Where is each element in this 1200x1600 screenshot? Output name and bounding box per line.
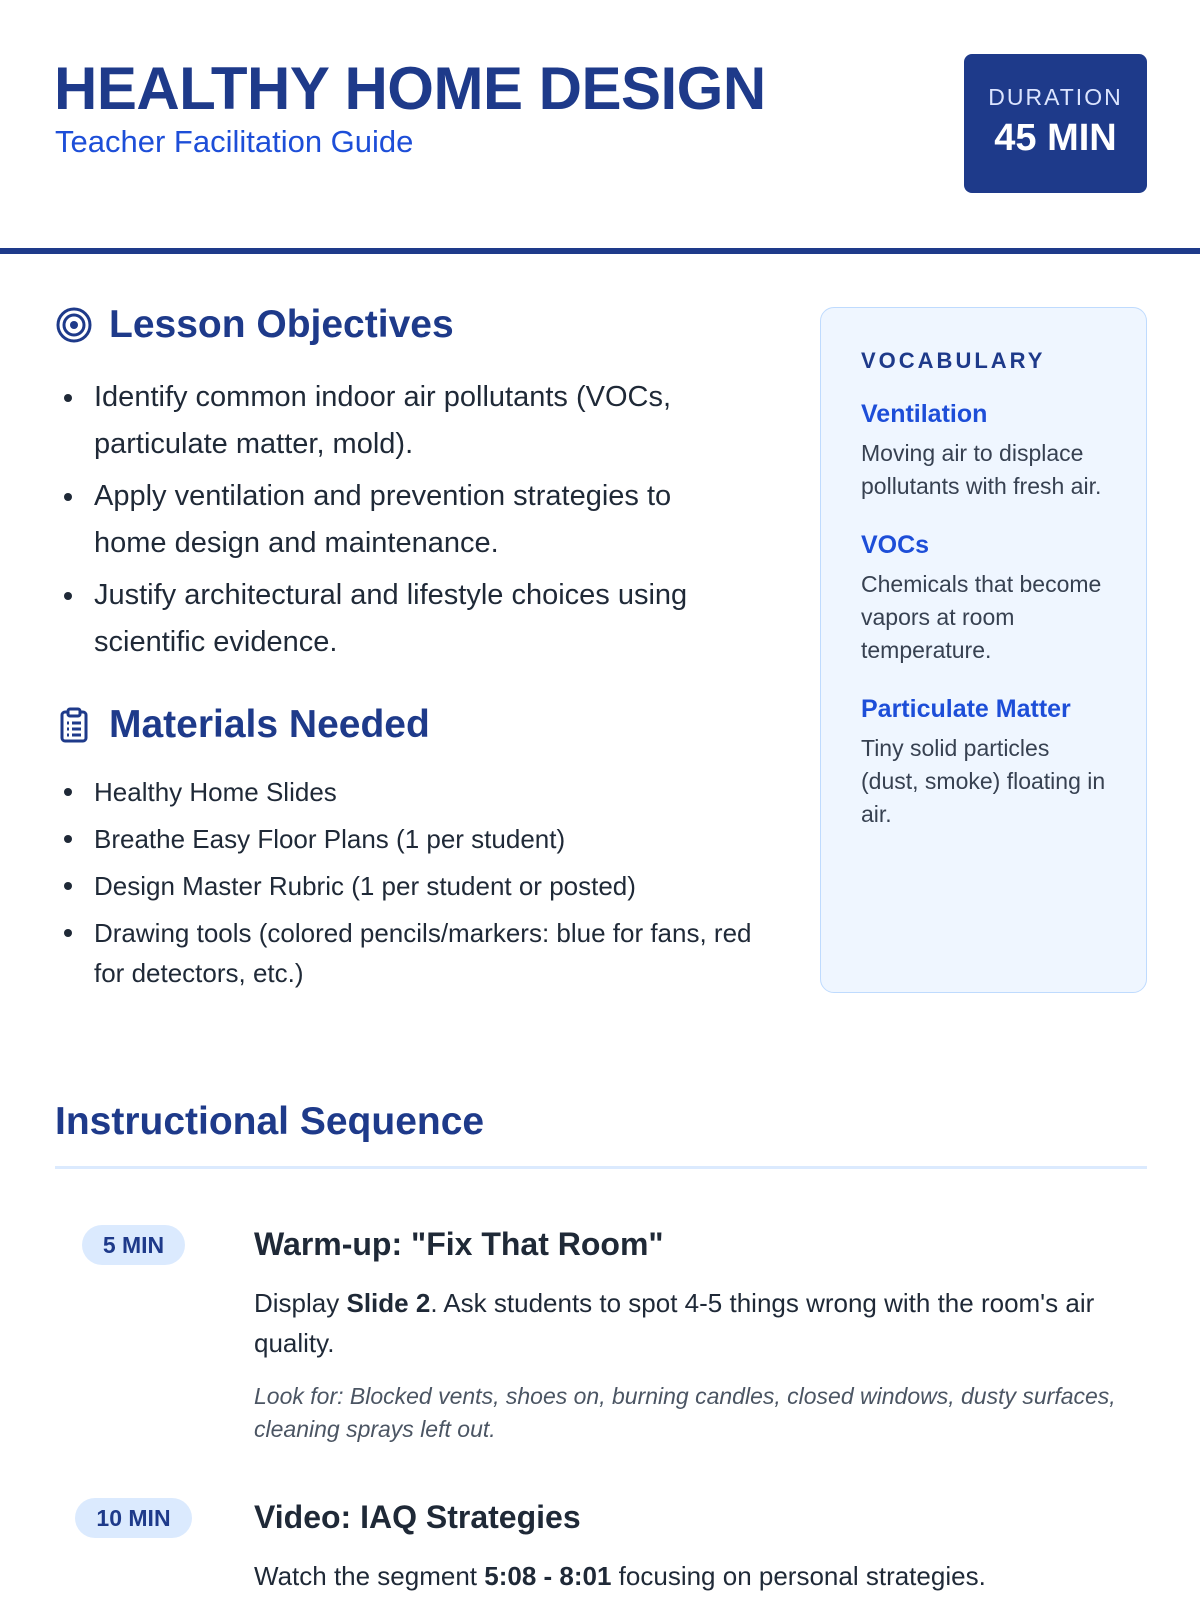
- vocab-term: Ventilation: [861, 400, 988, 428]
- vocab-term: VOCs: [861, 531, 930, 559]
- vocabulary-heading: VOCABULARY: [861, 348, 1046, 373]
- page-subtitle: Teacher Facilitation Guide: [55, 124, 414, 159]
- material-item: Breathe Easy Floor Plans (1 per student): [64, 819, 754, 859]
- vocabulary-panel: [820, 307, 1147, 993]
- step-title: Video: IAQ Strategies: [254, 1499, 581, 1535]
- step-note: Look for: Blocked vents, shoes on, burning candles, closed windows, dusty surfaces, cleaning sprays left out.: [254, 1383, 1116, 1442]
- materials-heading: [55, 703, 430, 747]
- duration-label: DURATION: [988, 84, 1123, 110]
- objectives-list: [64, 374, 744, 671]
- vocab-definition: Chemicals that become vapors at room temperature.: [861, 571, 1102, 663]
- step-title: Warm-up: "Fix That Room": [254, 1226, 664, 1262]
- page-header: [0, 0, 1200, 254]
- duration-value: 45 MIN: [994, 117, 1117, 159]
- vocab-term: Particulate Matter: [861, 695, 1071, 723]
- vocab-definition: Moving air to displace pollutants with fresh air.: [861, 440, 1102, 499]
- sequence-heading: Instructional Sequence: [55, 1100, 485, 1143]
- clipboard-icon: [55, 706, 93, 744]
- objective-item: Justify architectural and lifestyle choices using scientific evidence.: [64, 572, 744, 666]
- step-description: Watch the segment 5:08 - 8:01 focusing on personal strategies.: [254, 1561, 986, 1591]
- step-duration-badge: 5 MIN: [82, 1225, 185, 1265]
- target-icon: [55, 306, 93, 344]
- objective-item: Apply ventilation and prevention strategies to home design and maintenance.: [64, 473, 744, 567]
- material-item: Design Master Rubric (1 per student or posted): [64, 866, 754, 906]
- objectives-heading: [55, 303, 454, 347]
- page-title: HEALTHY HOME DESIGN: [54, 55, 766, 122]
- step-duration-badge: 10 MIN: [75, 1498, 192, 1538]
- sequence-divider: [55, 1166, 1147, 1169]
- materials-list: [64, 772, 754, 1000]
- objective-item: Identify common indoor air pollutants (VOCs, particulate matter, mold).: [64, 374, 744, 468]
- material-item: Healthy Home Slides: [64, 772, 754, 812]
- objectives-heading-text: Lesson Objectives: [109, 303, 454, 346]
- vocab-definition: Tiny solid particles (dust, smoke) floating in air.: [861, 735, 1106, 827]
- materials-heading-text: Materials Needed: [109, 703, 430, 746]
- material-item: Drawing tools (colored pencils/markers: blue for fans, red for detectors, etc.): [64, 913, 754, 993]
- duration-badge: [964, 54, 1147, 193]
- step-description: Display Slide 2. Ask students to spot 4-5 things wrong with the room's air quality.: [254, 1288, 1095, 1358]
